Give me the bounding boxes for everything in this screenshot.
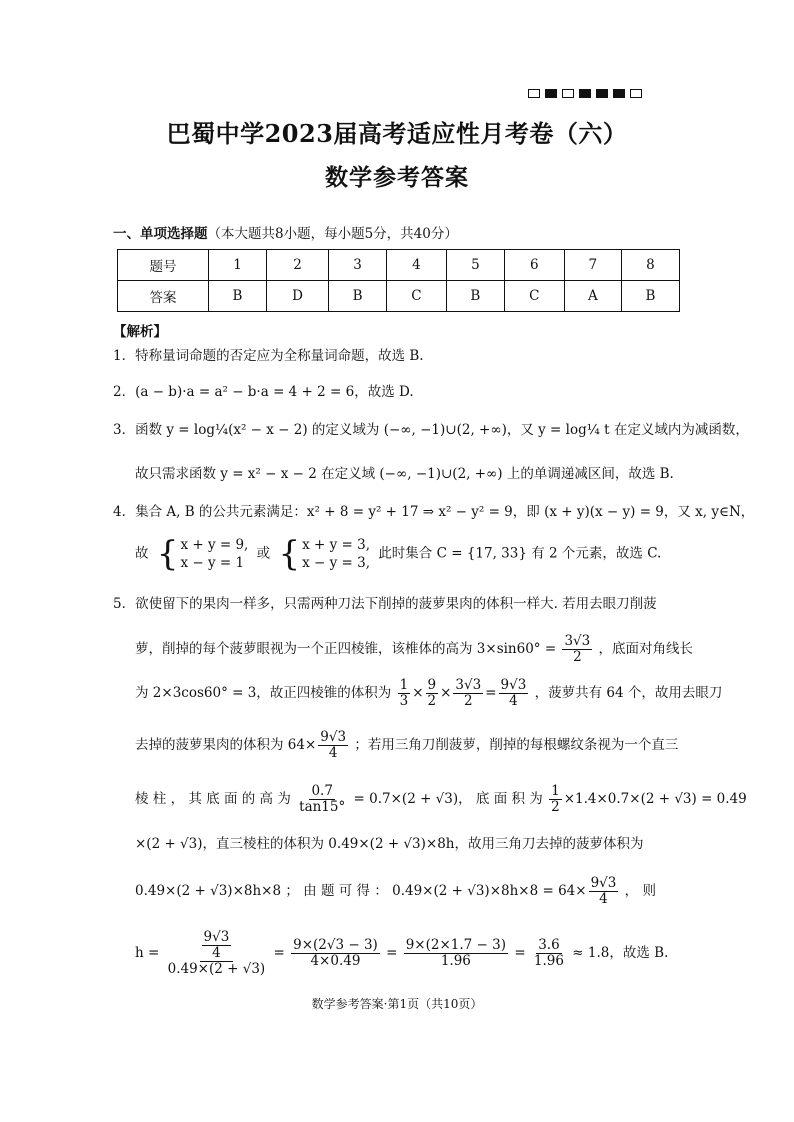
fraction: $\frac{9√3}{4}$ (500, 677, 527, 709)
fraction: $\frac{0.7}{\tan 15^\circ}$ (299, 783, 346, 815)
table-cell: D (266, 281, 328, 312)
table-cell: A (564, 281, 621, 312)
solution-5-line4: 去掉的菠萝果肉的体积为 64× $\frac{9√3}{4}$ ；若用三角刀削菠萝，削掉的每根螺纹条视为一个直三 (135, 729, 679, 761)
fraction: $\frac{3.6}{1.96}$ (533, 937, 564, 969)
equation-system: { x + y = 9, x − y = 1 (156, 534, 249, 574)
table-cell: 4 (387, 250, 447, 281)
table-cell: B (446, 281, 504, 312)
table-cell: B (209, 281, 267, 312)
solution-4-systems: 故 { x + y = 9, x − y = 1 或 { x + y = 3, x − y = 3, 此时集合 C = {17, 33} 有 2 个元素，故选 C. (135, 534, 662, 574)
mark-filled-square (596, 89, 608, 98)
table-header-cell: 题号 (118, 250, 209, 281)
document-subtitle: 数学参考答案 (325, 164, 469, 191)
solution-3: 3．函数 y = log¼(x² − x − 2) 的定义域为 (−∞, −1)∪(2, +∞)，又 y = log¼ t 在定义域内为减函数， (113, 422, 749, 438)
section-heading: 一、单项选择题（本大题共8小题，每小题5分，共40分） (113, 226, 458, 242)
fraction: $\frac{9\times(2\times 1.7 - 3)}{1.96}$ (405, 937, 507, 969)
fraction: $\frac{1}{2}$ (551, 783, 560, 815)
fraction: $\frac{9√3}{4}$ (590, 875, 617, 907)
table-cell: 3 (329, 250, 387, 281)
table-cell: 7 (564, 250, 621, 281)
fraction: $\frac{3√3}{2}$ (564, 633, 591, 665)
page-footer: 数学参考答案·第1页（共10页） (311, 997, 483, 1011)
fraction: $\frac{9√3}{4}$ (320, 729, 347, 761)
table-cell: 2 (266, 250, 328, 281)
mark-filled-square (613, 89, 625, 98)
solution-5-line5: 棱 柱 ， 其 底 面 的 高 为 $\frac{0.7}{\tan 15^\circ}$ = 0.7×(2 + √3)， 底 面 积 为 $\frac{1}{2}$ ×1.4×0.7×(2 + √3) = 0.49 (135, 783, 747, 815)
fraction: $\frac{3√3}{2}$ (455, 677, 482, 709)
solution-5-line8: h = $\frac{\frac{9√3}{4}}{0.49\times(2 + √3)}$ = $\frac{9\times(2√3 - 3)}{4\times 0.49}$ = $\frac{9\times(2\times 1.7 - 3)}{1.96}$ = $\frac{3.6}{1.96}$ ≈ 1.8，故选 B. (135, 929, 669, 977)
answer-table (117, 249, 680, 312)
equation-system: { x + y = 3, x − y = 3, (278, 534, 371, 574)
solution-4: 4．集合 A, B 的公共元素满足：x² + 8 = y² + 17 ⇒ x² − y² = 9，即 (x + y)(x − y) = 9，又 x, y∈N， (113, 504, 755, 520)
fraction: $\frac{\frac{9√3}{4}}{0.49\times(2 + √3)}$ (167, 929, 266, 977)
mark-empty-square (630, 89, 642, 98)
table-row (118, 250, 680, 281)
table-cell: 5 (446, 250, 504, 281)
mark-empty-square (528, 89, 540, 98)
fraction: $\frac{9}{2}$ (427, 677, 437, 709)
solution-5-line7: 0.49×(2 + √3)×8h×8 ； 由 题 可 得 ： 0.49×(2 + √3)×8h×8 = 64× $\frac{9√3}{4}$ ， 则 (135, 875, 656, 907)
solution-1: 1．特称量词命题的否定应为全称量词命题，故选 B. (113, 348, 424, 364)
table-cell: B (329, 281, 387, 312)
table-cell: 6 (504, 250, 564, 281)
fraction: $\frac{9\times(2√3 - 3)}{4\times 0.49}$ (293, 937, 378, 969)
table-cell: C (387, 281, 447, 312)
solution-3-cont: 故只需求函数 y = x² − x − 2 在定义域 (−∞, −1)∪(2, +∞) 上的单调递减区间，故选 B. (135, 466, 674, 482)
analysis-label: 【解析】 (113, 324, 167, 340)
solution-5-line2: 萝，削掉的每个菠萝眼视为一个正四棱锥，该椎体的高为 3×sin60° = $\frac{3√3}{2}$ ，底面对角线长 (135, 633, 694, 665)
fraction: $\frac{1}{3}$ (399, 677, 409, 709)
solution-2: 2．(a − b)·a = a² − b·a = 4 + 2 = 6，故选 D. (113, 384, 414, 400)
mark-filled-square (579, 89, 591, 98)
table-cell: 1 (209, 250, 267, 281)
table-cell: 8 (621, 250, 679, 281)
solution-5: 5．欲使留下的果肉一样多，只需两种刀法下削掉的菠萝果肉的体积一样大. 若用去眼刀削菠 (113, 596, 657, 612)
table-cell: B (621, 281, 679, 312)
solution-5-line6: ×(2 + √3)，直三棱柱的体积为 0.49×(2 + √3)×8h，故用三角刀去掉的菠萝体积为 (135, 836, 644, 852)
corner-marks (528, 89, 642, 98)
document-title: 巴蜀中学2023届高考适应性月考卷（六） (166, 119, 628, 148)
mark-filled-square (545, 89, 557, 98)
mark-empty-square (562, 89, 574, 98)
table-row (118, 281, 680, 312)
table-header-cell: 答案 (118, 281, 209, 312)
table-cell: C (504, 281, 564, 312)
solution-5-line3: 为 2×3cos60° = 3，故正四棱锥的体积为 $\frac{1}{3}$ × $\frac{9}{2}$ × $\frac{3√3}{2}$ = $\frac{9√3}{4}$ ，菠萝共有 64 个，故用去眼刀 (135, 677, 723, 709)
